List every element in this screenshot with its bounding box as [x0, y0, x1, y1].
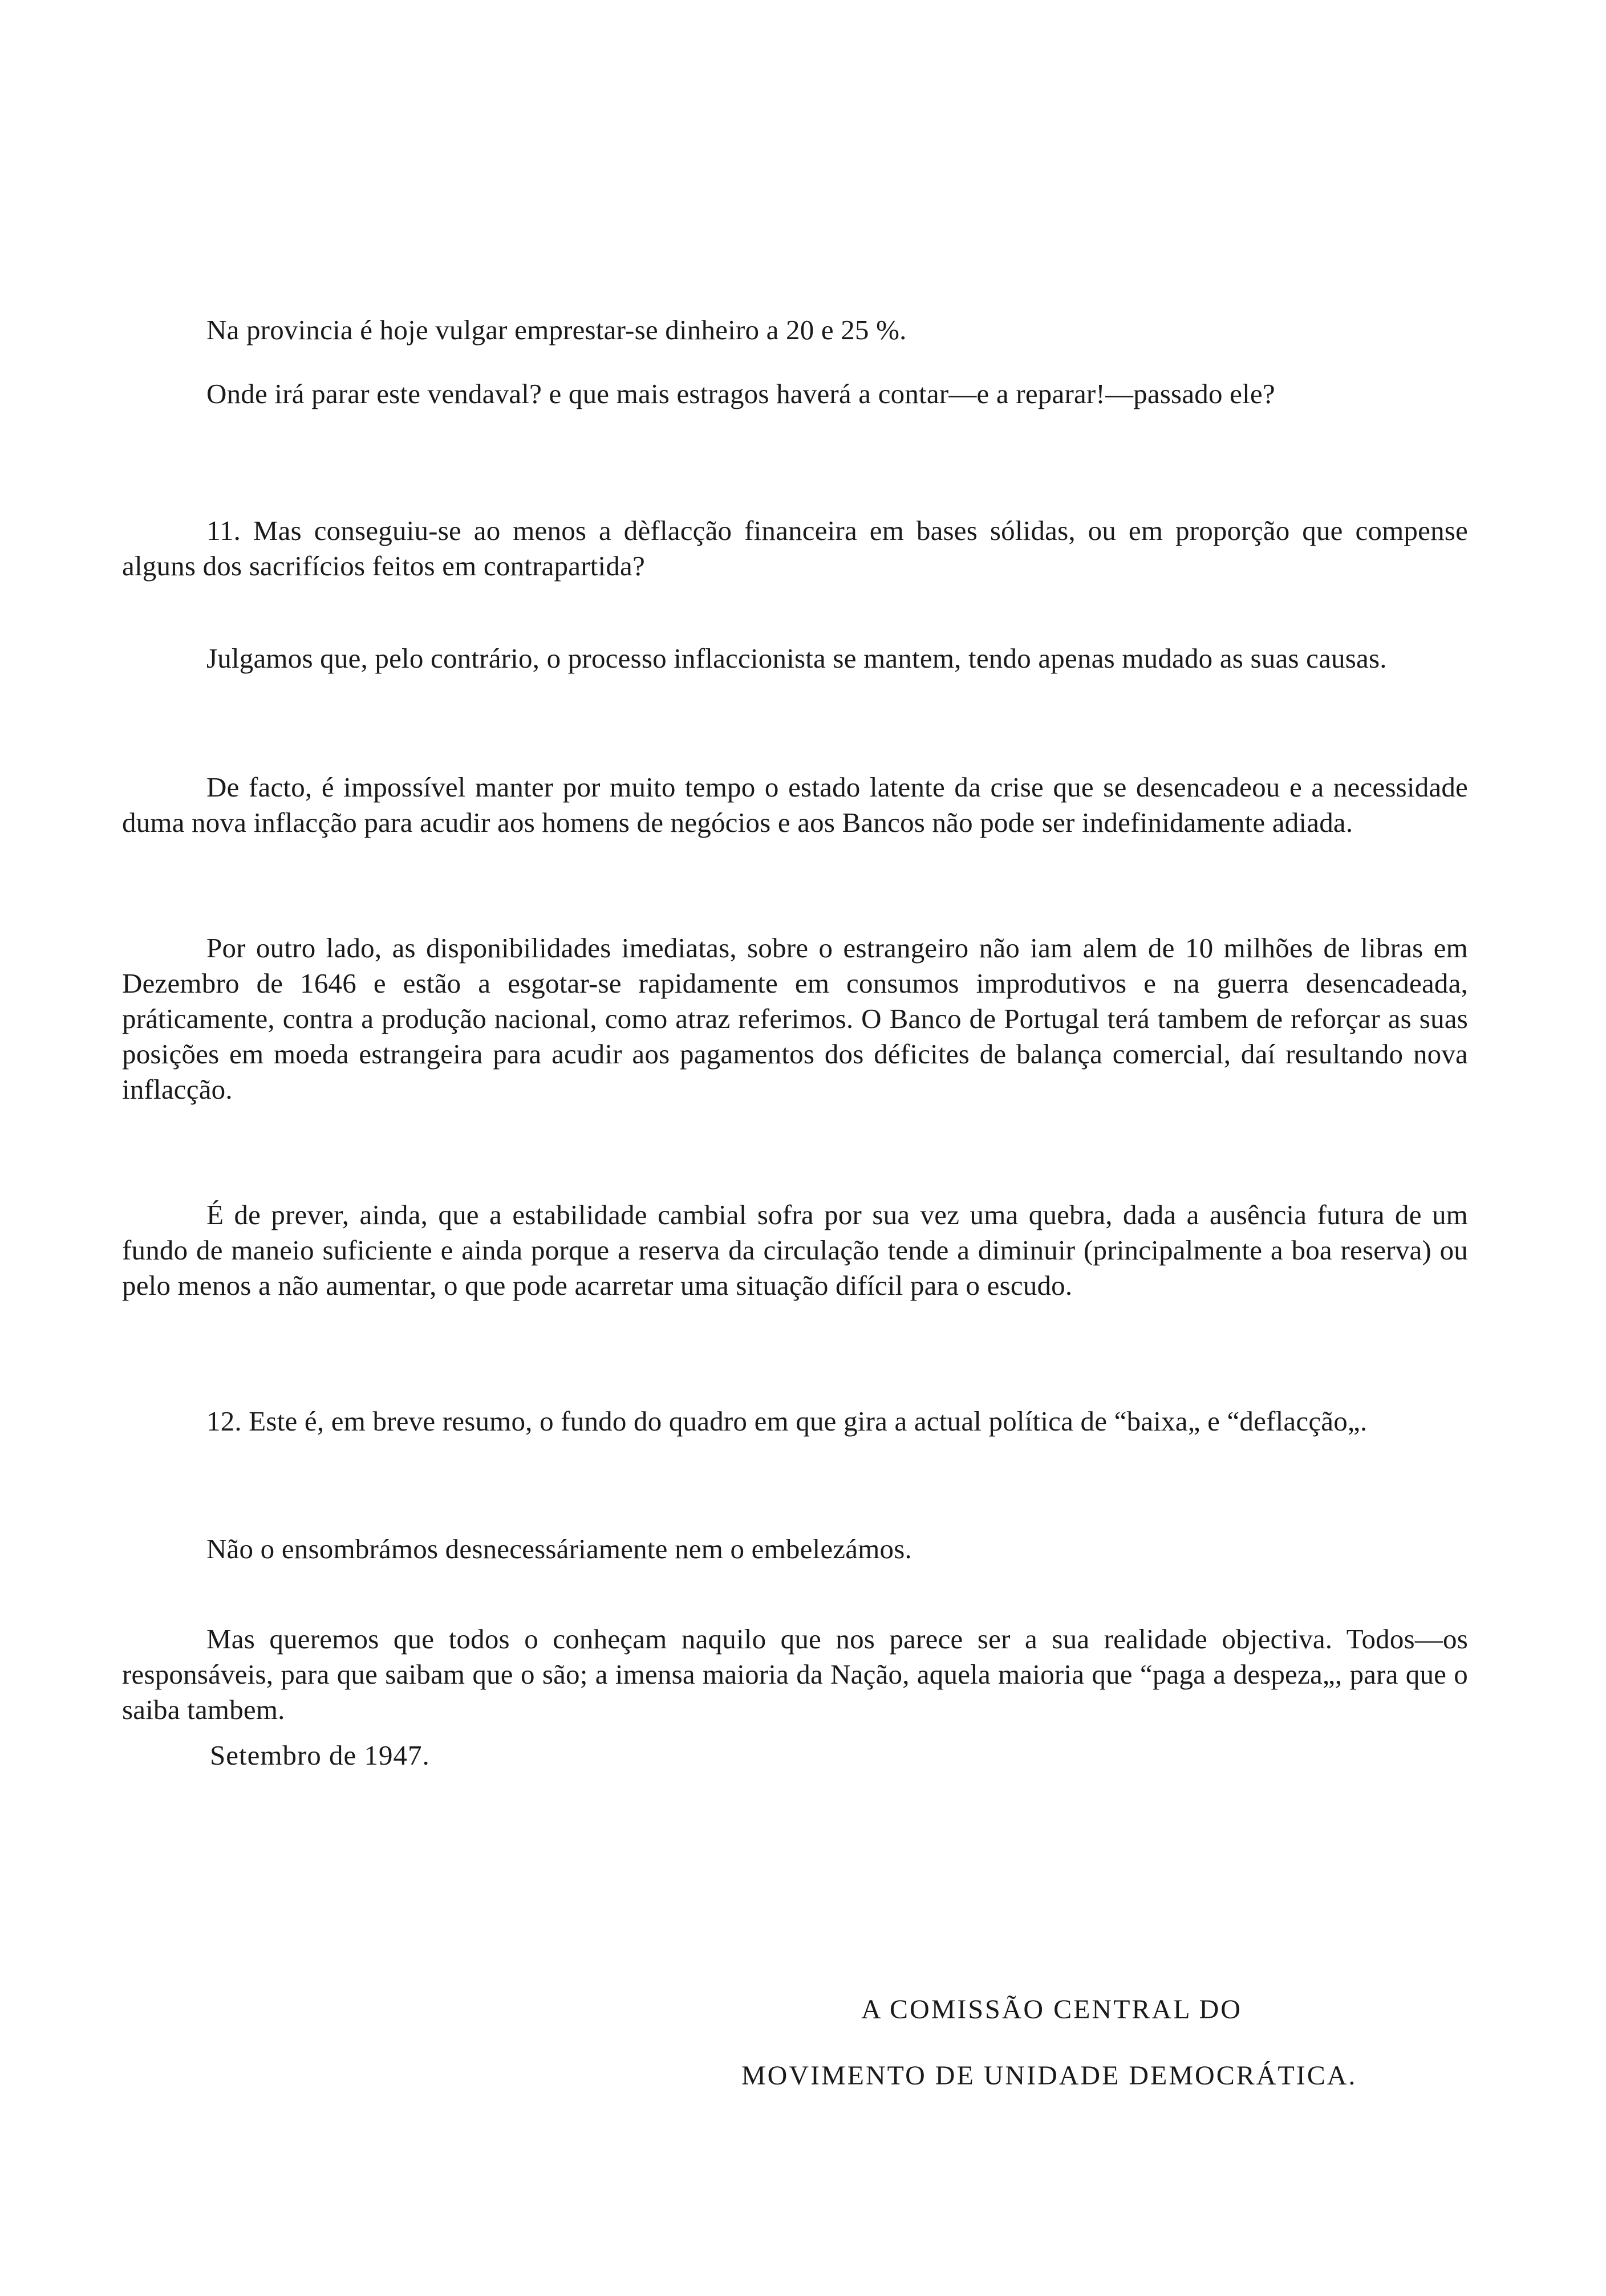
paragraph-text: 11. Mas conseguiu-se ao menos a dèflacção financeira em bases sólidas, ou em proporção que compense alguns dos sacrifícios feitos em contrapartida? — [122, 515, 1468, 582]
paragraph-text: É de prever, ainda, que a estabilidade cambial sofra por sua vez uma quebra, dada a ausência futura de um fundo de maneio suficiente e ainda porque a reserva da circulação tende a diminuir (principalmente a boa reserva) ou pelo menos a não aumentar, o que pode acarretar uma situação difícil para o escudo. — [122, 1199, 1468, 1301]
paragraph-section-11 — [122, 513, 1468, 584]
paragraph-text: Por outro lado, as disponibilidades imediatas, sobre o estrangeiro não iam alem de 10 milhões de libras em Dezembro de 1646 e estão a esgotar-se rapidamente em consumos improdutivos e na guerra desencadeada, práticamente, contra a produção nacional, como atraz referimos. O Banco de Portugal terá tambem de reforçar as suas posições em moeda estrangeira para acudir aos pagamentos dos déficites de balança comercial, daí resultando nova inflacção. — [122, 932, 1468, 1105]
paragraph-text: Onde irá parar este vendaval? e que mais estragos haverá a contar—e a reparar!—passado ele? — [206, 378, 1275, 409]
paragraph-text: Na provincia é hoje vulgar emprestar-se dinheiro a 20 e 25 %. — [206, 314, 907, 346]
paragraph-text: 12. Este é, em breve resumo, o fundo do quadro em que gira a actual política de “baixa„ e “deflacção„. — [206, 1405, 1368, 1437]
paragraph-not-darkened — [122, 1531, 1468, 1567]
paragraph-section-12 — [122, 1404, 1468, 1439]
paragraph-foreign-reserves — [122, 930, 1468, 1107]
paragraph-text: Mas queremos que todos o conheçam naquilo que nos parece ser a sua realidade objectiva. Todos—os responsáveis, para que saibam que o são; a imensa maioria da Nação, aquela maioria que “paga a despeza„, para que o saiba tambem. — [122, 1623, 1468, 1725]
paragraph-latent-crisis — [122, 770, 1468, 840]
paragraph-text: Julgamos que, pelo contrário, o processo inflaccionista se mantem, tendo apenas mudado as suas causas. — [206, 643, 1387, 674]
paragraph-text: De facto, é impossível manter por muito tempo o estado latente da crise que se desencadeou e a necessidade duma nova inflacção para acudir aos homens de negócios e aos Bancos não pode ser indefinidamente adiada. — [122, 771, 1468, 838]
paragraph-inflation-process — [122, 641, 1468, 676]
paragraph-interest-rates — [122, 312, 1468, 348]
signature-line-movement: MOVIMENTO DE UNIDADE DEMOCRÁTICA. — [741, 2061, 1357, 2091]
signature-line-committee: A COMISSÃO CENTRAL DO — [861, 1994, 1242, 2025]
paragraph-objective-reality — [122, 1622, 1468, 1728]
document-date: Setembro de 1947. — [210, 1740, 430, 1771]
paragraph-vendaval — [122, 376, 1468, 412]
paragraph-text: Não o ensombrámos desnecessáriamente nem o embelezámos. — [206, 1533, 912, 1564]
paragraph-exchange-stability — [122, 1197, 1468, 1303]
